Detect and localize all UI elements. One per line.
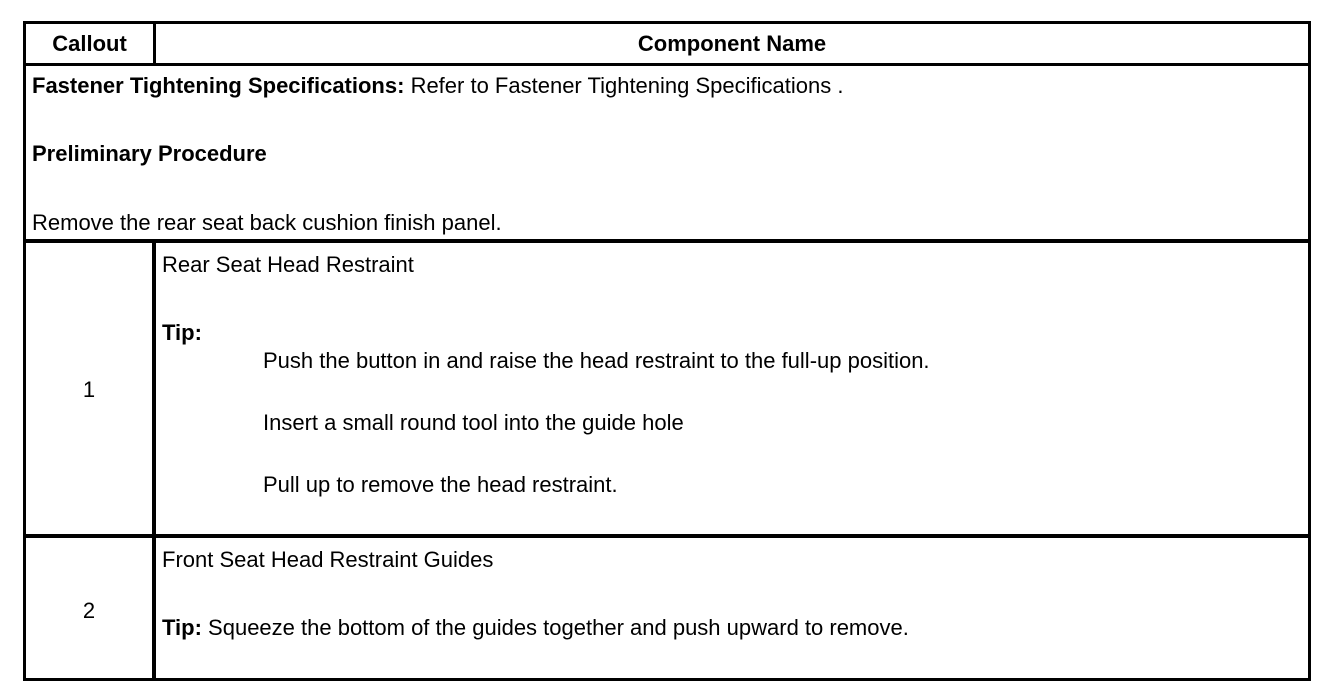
tip-label: Tip:	[162, 320, 202, 345]
callout-cell	[26, 538, 156, 678]
tip-text: Squeeze the bottom of the guides together and push upward to remove.	[208, 615, 909, 640]
tip-step-3: Pull up to remove the head restraint.	[263, 472, 618, 497]
component-cell	[160, 538, 1308, 678]
callout-column-header: Callout	[26, 24, 156, 63]
preliminary-procedure-heading: Preliminary Procedure	[32, 141, 267, 166]
tip-step-1: Push the button in and raise the head restraint to the full-up position.	[263, 348, 930, 373]
callout-number: 2	[82, 598, 96, 623]
tip-line	[162, 615, 909, 641]
fastener-spec-label: Fastener Tightening Specifications:	[32, 73, 405, 98]
preliminary-section	[26, 66, 1308, 243]
component-cell	[160, 243, 1308, 534]
table-row	[26, 538, 1308, 678]
fastener-spec-text: Refer to Fastener Tightening Specifications .	[410, 73, 844, 98]
callout-cell	[26, 243, 156, 534]
callout-number: 1	[82, 377, 96, 402]
fastener-spec-line	[32, 73, 843, 99]
component-name-column-header: Component Name	[637, 31, 827, 56]
tip-step-2: Insert a small round tool into the guide hole	[263, 410, 684, 435]
preliminary-procedure-step: Remove the rear seat back cushion finish panel.	[32, 210, 502, 235]
component-name: Front Seat Head Restraint Guides	[162, 547, 494, 572]
table-header-row	[26, 24, 1308, 66]
component-table	[23, 21, 1311, 681]
component-name: Rear Seat Head Restraint	[162, 252, 414, 277]
table-row	[26, 243, 1308, 538]
tip-label: Tip:	[162, 615, 202, 640]
